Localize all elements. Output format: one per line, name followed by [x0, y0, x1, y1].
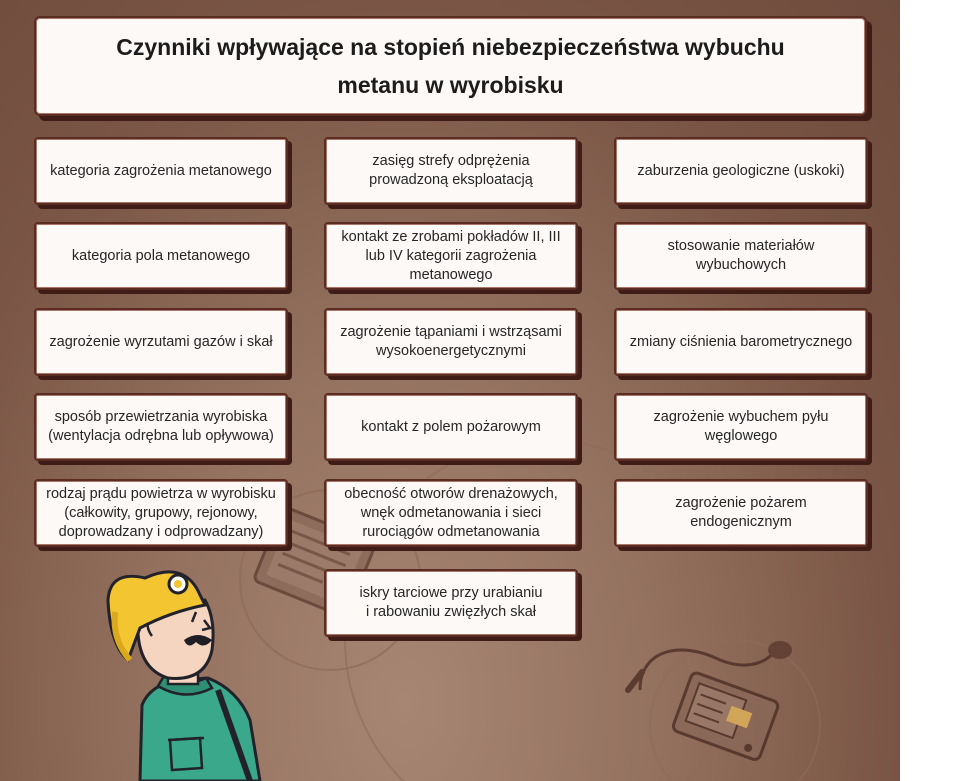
factor-text: zagrożenie pożarem endogenicznym: [675, 495, 807, 530]
factor-box: [34, 137, 288, 205]
page-title: Czynniki wpływające na stopień niebezpieczeństwa wybuchu metanu w wyrobisku: [116, 34, 785, 98]
factor-text: rodzaj prądu powietrza w wyrobisku (całkowity, grupowy, rejonowy, doprowadzany i odprowadzany): [46, 485, 276, 540]
factor-text: zagrożenie tąpaniami i wstrząsami wysokoenergetycznymi: [340, 324, 562, 359]
factor-text: kategoria zagrożenia metanowego: [50, 162, 272, 179]
factor-box: [614, 222, 868, 290]
factor-box: [324, 569, 578, 637]
factor-text: zaburzenia geologiczne (uskoki): [637, 162, 845, 179]
miner-illustration: [108, 572, 260, 781]
factor-text: kontakt z polem pożarowym: [361, 418, 541, 435]
factor-text: stosowanie materiałów wybuchowych: [667, 238, 815, 273]
factor-box: [614, 393, 868, 461]
factor-text: zasięg strefy odprężenia prowadzoną eksploatacją: [369, 153, 533, 188]
factor-box: [614, 479, 868, 547]
factor-box: [34, 479, 288, 547]
factor-text: zagrożenie wybuchem pyłu węglowego: [653, 409, 829, 444]
factor-box: [324, 222, 578, 290]
factor-text: iskry tarciowe przy urabianiu i rabowaniu zwięzłych skał: [359, 585, 543, 620]
factor-text: sposób przewietrzania wyrobiska (wentylacja odrębna lub opływowa): [48, 409, 274, 444]
factor-text: zagrożenie wyrzutami gazów i skał: [49, 333, 273, 350]
factor-text: obecność otworów drenażowych, wnęk odmetanowania i sieci rurociągów odmetanowania: [344, 485, 558, 540]
factor-box: [34, 308, 288, 376]
factor-box: [324, 137, 578, 205]
factor-box: [34, 222, 288, 290]
factor-box: [324, 308, 578, 376]
factor-box: [324, 393, 578, 461]
factor-box: [614, 137, 868, 205]
factor-box: [614, 308, 868, 376]
factor-text: kontakt ze zrobami pokładów II, III lub IV kategorii zagrożenia metanowego: [341, 228, 561, 283]
factor-box: [324, 479, 578, 547]
factor-text: kategoria pola metanowego: [71, 247, 251, 264]
factor-box: [34, 393, 288, 461]
factor-text: zmiany ciśnienia barometrycznego: [629, 333, 853, 350]
title-box: [34, 16, 867, 116]
